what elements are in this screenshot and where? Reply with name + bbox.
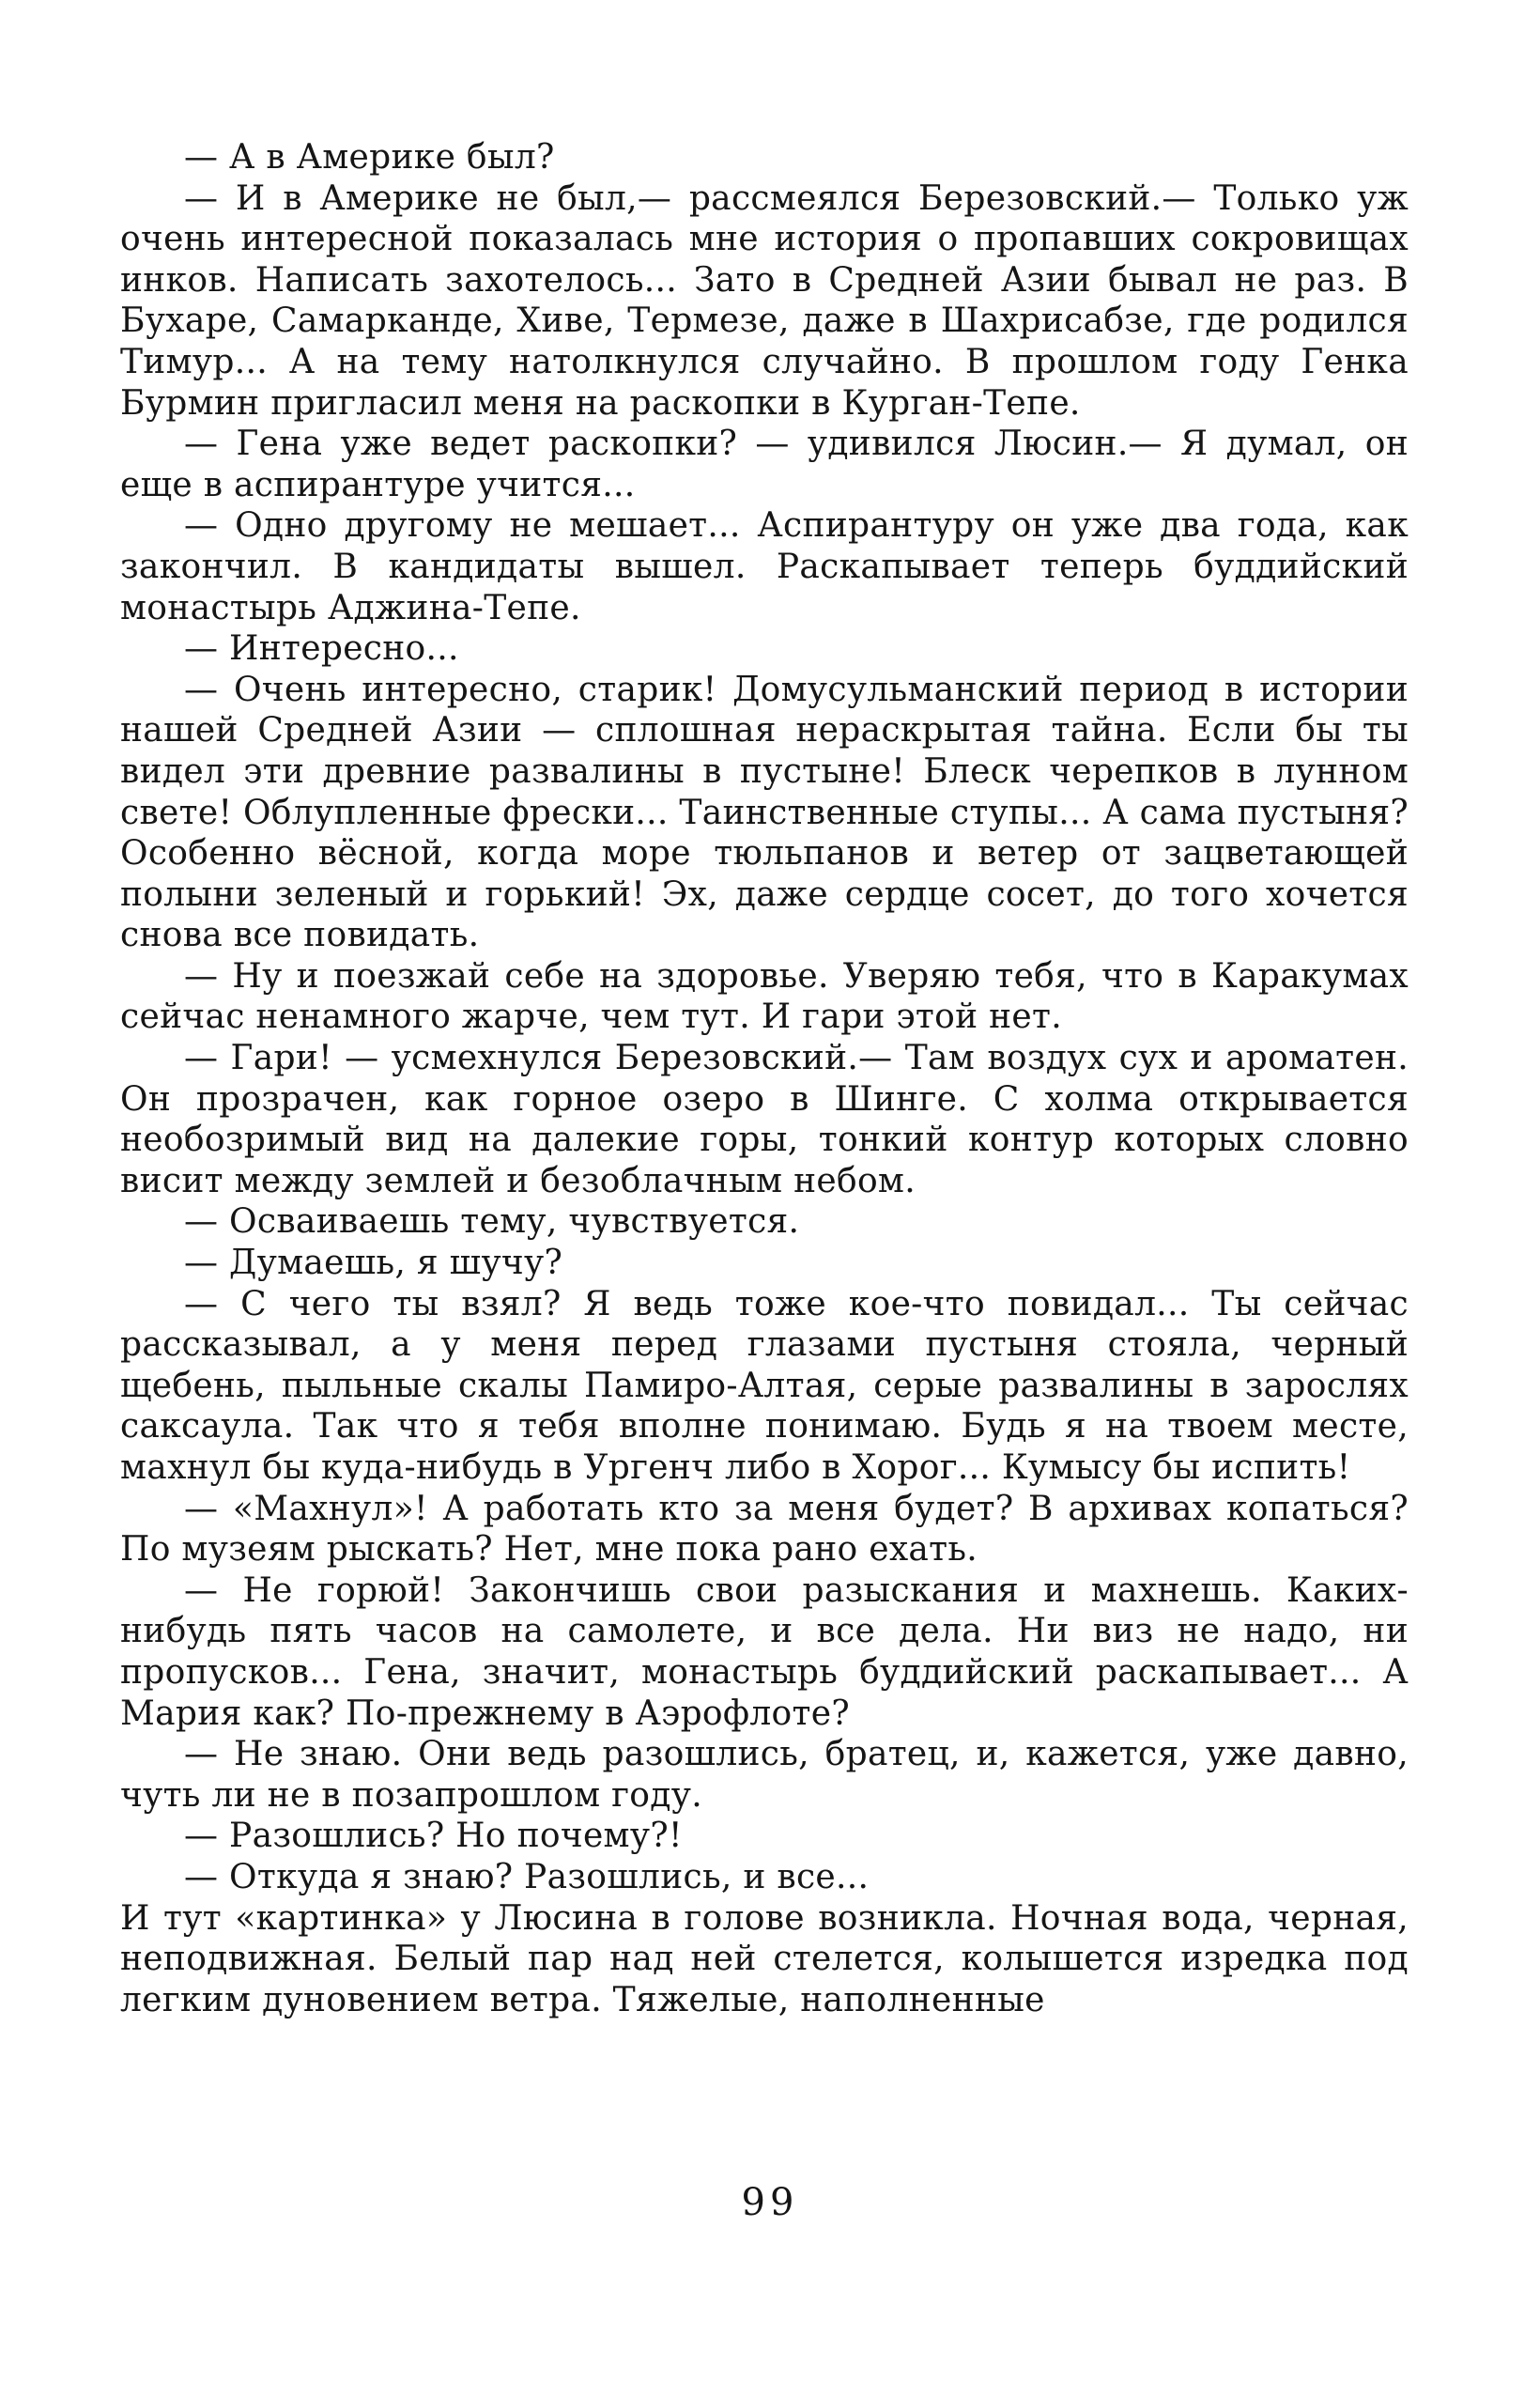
paragraph: — Не горюй! Закончишь свои разыскания и махнешь. Каких-нибудь пять часов на самолете, и все дела. Ни виз не надо, ни пропусков... Гена, значит, монастырь буддийский раскапывает... А Мария как? По-прежнему в Аэрофлоте? [120, 1570, 1409, 1733]
paragraph: — Откуда я знаю? Разошлись, и все... [184, 1857, 870, 1896]
paragraph: — Интересно... [184, 629, 459, 669]
paragraph: И тут «картинка» у Люсина в голове возникла. Ночная вода, черная, неподвижная. Белый пар над ней стелется, колышется изредка под легким дуновением ветра. Тяжелые, наполненные [120, 1898, 1409, 2019]
paragraph: — Осваиваешь тему, чувствуется. [184, 1202, 800, 1242]
paragraph: — Гена уже ведет раскопки? — удивился Люсин.— Я думал, он еще в аспирантуре учится... [120, 425, 1409, 504]
page-body [120, 137, 1409, 2020]
paragraph: — С чего ты взял? Я ведь тоже кое-что повидал... Ты сейчас рассказывал, а у меня перед глазами пустыня стояла, черный щебень, пыльные скалы Памиро-Алтая, серые развалины в зарослях саксаула. Так что я тебя вполне понимаю. Будь я на твоем месте, махнул бы куда-нибудь в Ургенч либо в Хорог... Кумысу бы испить! [120, 1284, 1409, 1487]
paragraph: — Одно другому не мешает... Аспирантуру он уже два года, как закончил. В кандидаты вышел. Раскапывает теперь буддийский монастырь Аджина-Тепе. [120, 506, 1409, 627]
paragraph: — Не знаю. Они ведь разошлись, братец, и, кажется, уже давно, чуть ли не в позапрошлом году. [120, 1735, 1409, 1815]
paragraph: — Разошлись? Но почему?! [184, 1817, 683, 1856]
paragraph: — И в Америке не был,— рассмеялся Березовский.— Только уж очень интересной показалась мне история о пропавших сокровищах инков. Написать захотелось... Зато в Средней Азии бывал не раз. В Бухаре, Самарканде, Хиве, Термезе, даже в Шахрисабзе, где родился Тимур... А на тему натолкнулся случайно. В прошлом году Генка Бурмин пригласил меня на раскопки в Курган-Тепе. [120, 178, 1409, 423]
paragraph: — Очень интересно, старик! Домусульманский период в истории нашей Средней Азии — сплошная нераскрытая тайна. Если бы ты видел эти древние развалины в пустыне! Блеск черепков в лунном свете! Облупленные фрески... Таинственные ступы... А сама пустыня? Особенно вёсной, когда море тюльпанов и ветер от зацветающей полыни зеленый и горький! Эх, даже сердце сосет, до того хочется снова все повидать. [120, 670, 1409, 955]
paragraph: — «Махнул»! А работать кто за меня будет? В архивах копаться? По музеям рыскать? Нет, мне пока рано ехать. [120, 1489, 1409, 1570]
paragraph: — Ну и поезжай себе на здоровье. Уверяю тебя, что в Каракумах сейчас ненамного жарче, чем тут. И гари этой нет. [120, 956, 1409, 1037]
paragraph: — А в Америке был? [184, 138, 555, 177]
paragraph: — Гари! — усмехнулся Березовский.— Там воздух сух и ароматен. Он прозрачен, как горное озеро в Шинге. С холма открывается необозримый вид на далекие горы, тонкий контур которых словно висит между землей и безоблачным небом. [120, 1039, 1409, 1200]
paragraph: — Думаешь, я шучу? [184, 1244, 563, 1283]
page-number: 99 [741, 2181, 799, 2224]
